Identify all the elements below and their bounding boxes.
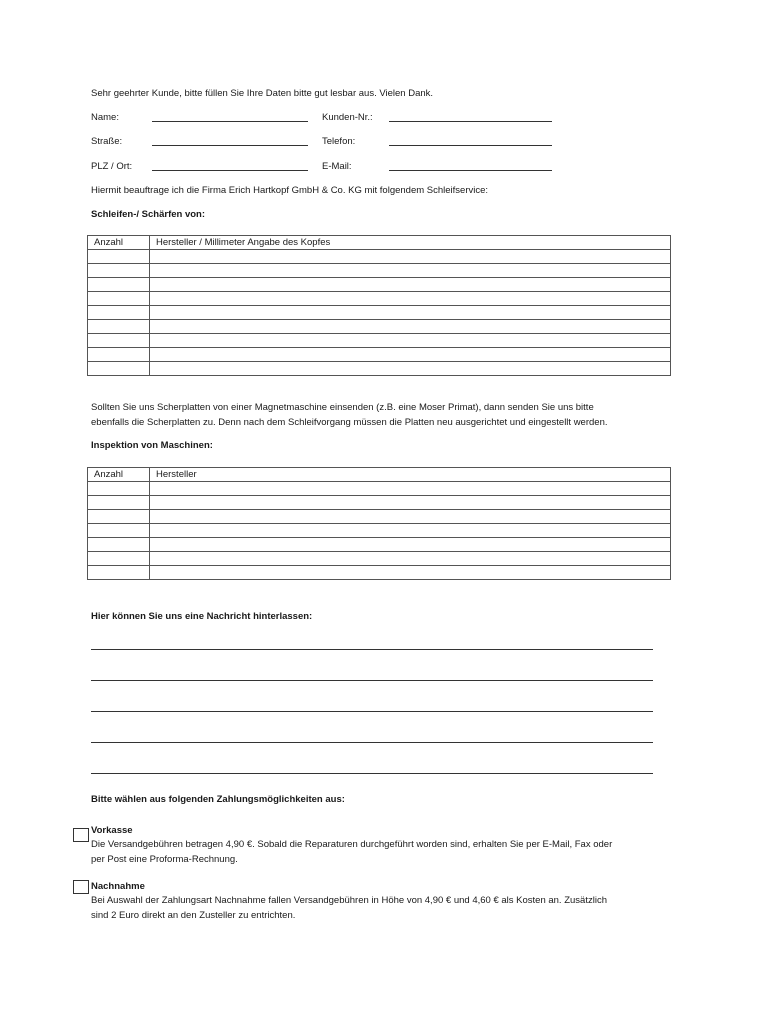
table-row[interactable]: [88, 292, 671, 306]
commission-text: Hiermit beauftrage ich die Firma Erich Hartkopf GmbH & Co. KG mit folgendem Schleifservice:: [91, 185, 489, 196]
table-row[interactable]: [88, 524, 671, 538]
table-row[interactable]: [88, 348, 671, 362]
inspektion-table: [87, 467, 671, 580]
nachnahme-line-2: sind 2 Euro direkt an den Zusteller zu entrichten.: [91, 910, 296, 921]
telefon-label: Telefon:: [322, 136, 356, 147]
vorkasse-line-2: per Post eine Proforma-Rechnung.: [91, 854, 238, 865]
table-row[interactable]: [88, 334, 671, 348]
name-field[interactable]: [152, 121, 308, 122]
email-field[interactable]: [389, 170, 552, 171]
message-line-4[interactable]: [91, 742, 653, 743]
table-header-row: [88, 236, 671, 250]
nachnahme-title: Nachnahme: [91, 881, 145, 892]
table-row[interactable]: [88, 264, 671, 278]
table-row[interactable]: [88, 566, 671, 580]
strasse-label: Straße:: [91, 136, 123, 147]
message-heading: Hier können Sie uns eine Nachricht hinterlassen:: [91, 611, 313, 622]
table-row[interactable]: [88, 510, 671, 524]
schleifen-table: [87, 235, 671, 376]
plz-ort-label: PLZ / Ort:: [91, 161, 133, 172]
col-info-header: Hersteller / Millimeter Angabe des Kopfes: [150, 236, 671, 250]
strasse-field[interactable]: [152, 145, 308, 146]
nachnahme-description: [91, 893, 607, 923]
table-header-row: [88, 468, 671, 482]
table-row[interactable]: [88, 306, 671, 320]
nachnahme-checkbox[interactable]: [73, 880, 89, 894]
inspektion-heading: Inspektion von Maschinen:: [91, 440, 213, 451]
message-line-1[interactable]: [91, 649, 653, 650]
message-line-3[interactable]: [91, 711, 653, 712]
scherplatten-line-2: ebenfalls die Scherplatten zu. Denn nach dem Schleifvorgang müssen die Platten neu ausgerichtet und eingestellt werden.: [91, 417, 608, 428]
plz-ort-field[interactable]: [152, 170, 308, 171]
intro-text: Sehr geehrter Kunde, bitte füllen Sie Ihre Daten bitte gut lesbar aus. Vielen Dank.: [91, 88, 434, 99]
table-row[interactable]: [88, 552, 671, 566]
vorkasse-checkbox[interactable]: [73, 828, 89, 842]
kunden-nr-label: Kunden-Nr.:: [322, 112, 373, 123]
schleifen-heading: Schleifen-/ Schärfen von:: [91, 209, 206, 220]
table-row[interactable]: [88, 250, 671, 264]
vorkasse-description: [91, 837, 612, 867]
telefon-field[interactable]: [389, 145, 552, 146]
table-row[interactable]: [88, 278, 671, 292]
nachnahme-line-1: Bei Auswahl der Zahlungsart Nachnahme fallen Versandgebühren in Höhe von 4,90 € und 4,60 € als Kosten an. Zusätzlich: [91, 895, 607, 906]
table-row[interactable]: [88, 482, 671, 496]
message-line-5[interactable]: [91, 773, 653, 774]
table-row[interactable]: [88, 496, 671, 510]
table-row[interactable]: [88, 320, 671, 334]
scherplatten-line-1: Sollten Sie uns Scherplatten von einer Magnetmaschine einsenden (z.B. eine Moser Primat), dann senden Sie uns bitte: [91, 402, 594, 413]
name-label: Name:: [91, 112, 119, 123]
scherplatten-note: [91, 400, 608, 430]
table-row[interactable]: [88, 362, 671, 376]
col-anzahl-header: Anzahl: [88, 236, 150, 250]
vorkasse-title: Vorkasse: [91, 825, 133, 836]
email-label: E-Mail:: [322, 161, 352, 172]
col-info-header: Hersteller: [150, 468, 671, 482]
table-row[interactable]: [88, 538, 671, 552]
message-line-2[interactable]: [91, 680, 653, 681]
vorkasse-line-1: Die Versandgebühren betragen 4,90 €. Sobald die Reparaturen durchgeführt worden sind, erhalten Sie per E-Mail, Fax oder: [91, 839, 613, 850]
payment-heading: Bitte wählen aus folgenden Zahlungsmöglichkeiten aus:: [91, 794, 345, 805]
kunden-nr-field[interactable]: [389, 121, 552, 122]
col-anzahl-header: Anzahl: [88, 468, 150, 482]
